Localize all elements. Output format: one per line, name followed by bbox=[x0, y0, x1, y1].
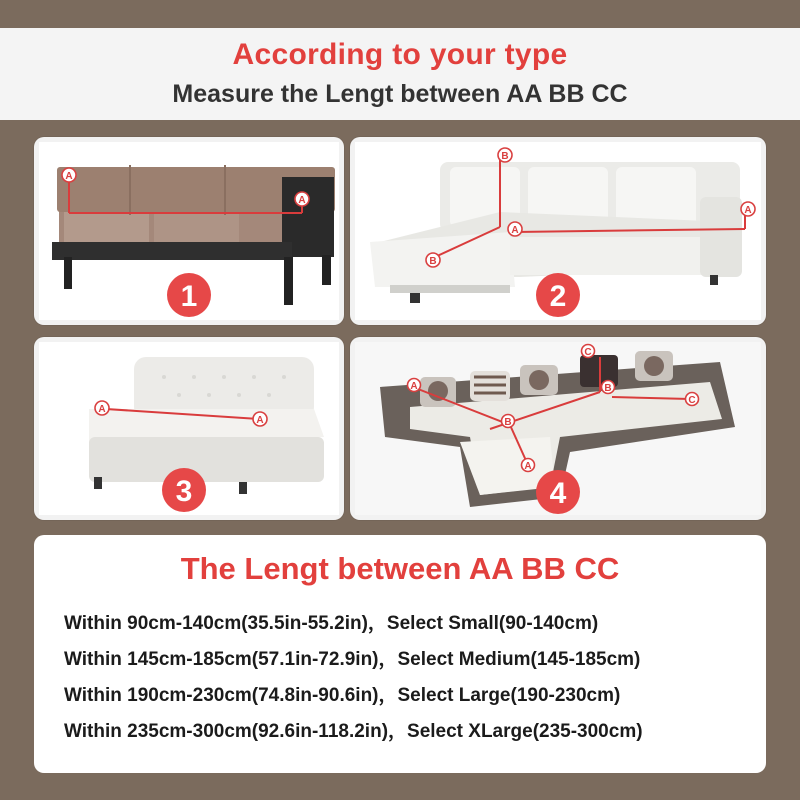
sofa-type-number bbox=[536, 273, 580, 317]
marker-b-bottom bbox=[426, 253, 440, 267]
sofa-illustration bbox=[34, 337, 344, 520]
size-guide-box bbox=[34, 535, 766, 773]
sofa-type-number bbox=[536, 470, 580, 514]
marker-c-top bbox=[582, 345, 595, 359]
svg-text:1: 1 bbox=[180, 280, 198, 313]
marker-a-left bbox=[95, 401, 109, 415]
svg-text:B: B bbox=[501, 151, 509, 162]
sofa-illustration bbox=[350, 137, 766, 325]
sofa-type-number bbox=[162, 468, 206, 512]
marker-b-right bbox=[602, 381, 615, 395]
sofa-illustration bbox=[350, 337, 766, 520]
marker-a-left bbox=[508, 222, 522, 236]
sofa-type-1-panel bbox=[34, 137, 344, 325]
svg-text:A: A bbox=[511, 225, 519, 236]
svg-text:A: A bbox=[524, 461, 532, 472]
svg-text:4: 4 bbox=[549, 477, 567, 510]
size-row-xlarge: Within 235cm-300cm(92.6in-118.2in)，Select XLarge(235-300cm) bbox=[64, 721, 643, 742]
svg-text:B: B bbox=[604, 383, 612, 394]
sofa-type-3-panel bbox=[34, 337, 344, 520]
svg-text:A: A bbox=[256, 415, 264, 426]
marker-a-right bbox=[295, 192, 309, 206]
svg-text:A: A bbox=[298, 195, 306, 206]
sofa-type-2-panel bbox=[350, 137, 766, 325]
svg-text:C: C bbox=[688, 395, 696, 406]
size-guide-title: The Lengt between AA BB CC bbox=[180, 551, 620, 586]
size-row-large: Within 190cm-230cm(74.8in-90.6in)，Select Large(190-230cm) bbox=[64, 685, 621, 706]
svg-text:B: B bbox=[504, 417, 512, 428]
sofa-type-number bbox=[167, 273, 211, 317]
sofa-illustration bbox=[34, 137, 344, 325]
size-row-medium: Within 145cm-185cm(57.1in-72.9in)，Select Medium(145-185cm) bbox=[64, 649, 641, 670]
svg-text:3: 3 bbox=[175, 475, 193, 508]
svg-text:C: C bbox=[584, 347, 592, 358]
marker-a-left bbox=[62, 168, 76, 182]
marker-a-top bbox=[408, 379, 421, 393]
size-row-small: Within 90cm-140cm(35.5in-55.2in)，Select Small(90-140cm) bbox=[64, 613, 599, 634]
svg-text:A: A bbox=[65, 171, 73, 182]
svg-text:A: A bbox=[410, 381, 418, 392]
sofa-type-4-panel bbox=[350, 337, 766, 520]
marker-a-right bbox=[253, 412, 267, 426]
page-subtitle: Measure the Lengt between AA BB CC bbox=[172, 80, 628, 108]
page-title: According to your type bbox=[232, 38, 568, 71]
marker-a-bottom bbox=[522, 459, 535, 473]
svg-text:B: B bbox=[429, 256, 437, 267]
svg-text:A: A bbox=[744, 205, 752, 216]
header-band bbox=[0, 28, 800, 120]
marker-a-right bbox=[741, 202, 755, 216]
marker-b-left bbox=[502, 415, 515, 429]
marker-c-right bbox=[686, 393, 699, 407]
svg-text:2: 2 bbox=[549, 280, 567, 313]
marker-b-top bbox=[498, 148, 512, 162]
svg-text:A: A bbox=[98, 404, 106, 415]
